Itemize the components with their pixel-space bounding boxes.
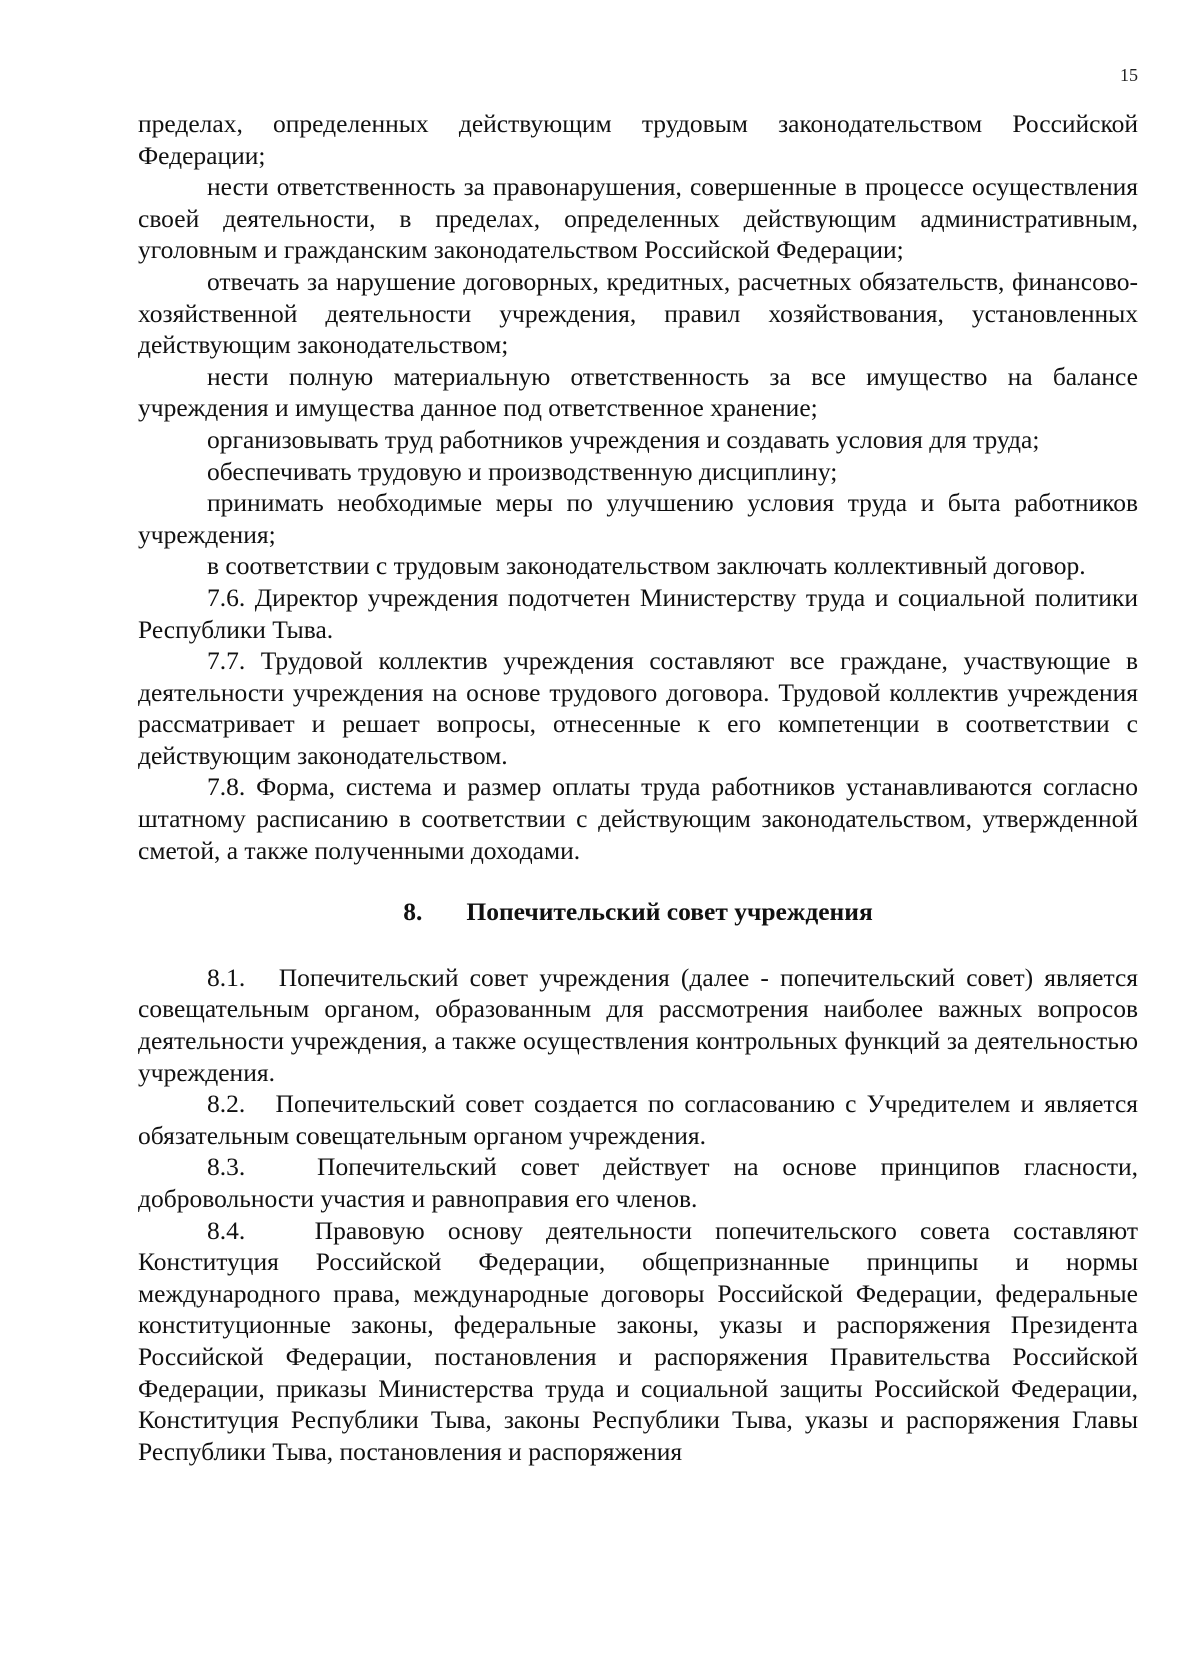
paragraph-8-4: 8.4. Правовую основу деятельности попечительского совета составляют Конституция Российской Федерации, общепризнанные принципы и нормы международного права, международные договоры Российской Федерации, федеральные конституционные законы, федеральные законы, указы и распоряжения Президента Российской Федерации, постановления и распоряжения Правительства Российской Федерации, приказы Министерства труда и социальной защиты Российской Федерации, Конституция Республики Тыва, законы Республики Тыва, указы и распоряжения Главы Республики Тыва, постановления и распоряжения bbox=[138, 1215, 1145, 1466]
paragraph: пределах, определенных действующим трудовым законодательством Российской Федерации; bbox=[138, 109, 1138, 170]
paragraph: в соответствии с трудовым законодательством заключать коллективный договор. bbox=[207, 551, 1086, 581]
paragraph: нести полную материальную ответственность за все имущество на балансе учреждения и имущества данное под ответственное хранение; bbox=[138, 361, 1138, 423]
paragraph: принимать необходимые меры по улучшению условия труда и быта работников учреждения; bbox=[138, 488, 1138, 549]
paragraph: нести ответственность за правонарушения, совершенные в процессе осуществления своей деятельности, в пределах, определенных действующим административным, уголовным и гражданским законодательством Российской Федерации; bbox=[138, 172, 1138, 265]
paragraph: организовывать труд работников учреждения и создавать условия для труда; bbox=[207, 424, 1040, 454]
paragraph-8-1: 8.1. Попечительский совет учреждения (далее - попечительский совет) является совещательным органом, образованным для рассмотрения наиболее важных вопросов деятельности учреждения, а также осуществления контрольных функций за деятельностью учреждения. bbox=[138, 962, 1145, 1087]
section-title: Попечительский совет учреждения bbox=[466, 897, 873, 927]
paragraph-7-8: 7.8. Форма, система и размер оплаты труда работников устанавливаются согласно штатному расписанию в соответствии с действующим законодательством, утвержденной сметой, а также полученными доходами. bbox=[138, 772, 1138, 865]
paragraph: отвечать за нарушение договорных, кредитных, расчетных обязательств, финансово-хозяйственной деятельности учреждения, правил хозяйствования, установленных действующим законодательством; bbox=[138, 266, 1138, 360]
section-number: 8. bbox=[403, 897, 423, 927]
paragraph-8-2: 8.2. Попечительский совет создается по согласованию с Учредителем и является обязательным совещательным органом учреждения. bbox=[138, 1089, 1145, 1150]
section-heading bbox=[138, 896, 1138, 928]
paragraph: обеспечивать трудовую и производственную дисциплину; bbox=[207, 456, 838, 486]
paragraph-7-7: 7.7. Трудовой коллектив учреждения составляют все граждане, участвующие в деятельности учреждения на основе трудового договора. Трудовой коллектив учреждения рассматривает и решает вопросы, отнесенные к его компетенции в соответствии с действующим законодательством. bbox=[138, 646, 1138, 770]
paragraph-8-3: 8.3. Попечительский совет действует на основе принципов гласности, добровольности участия и равноправия его членов. bbox=[138, 1152, 1145, 1213]
page-number: 15 bbox=[1120, 65, 1138, 85]
paragraph-7-6: 7.6. Директор учреждения подотчетен Министерству труда и социальной политики Республики Тыва. bbox=[138, 582, 1138, 644]
document-body bbox=[138, 108, 1145, 1467]
